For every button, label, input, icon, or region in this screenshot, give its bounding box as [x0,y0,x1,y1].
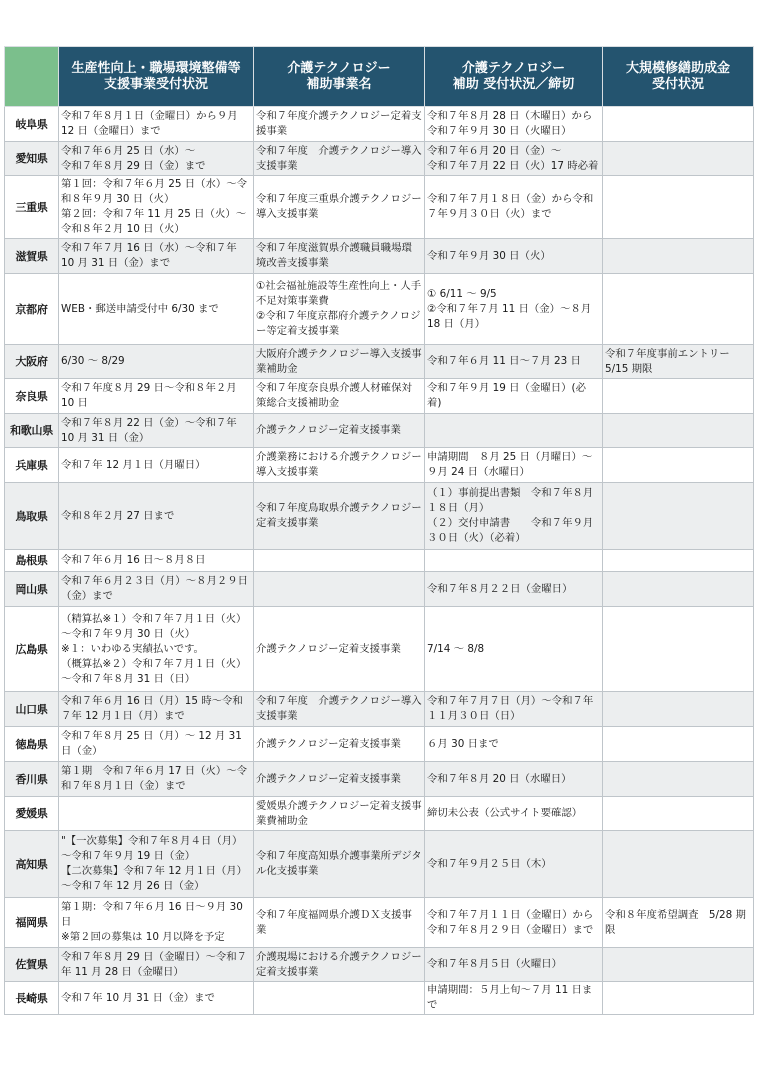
tech-subsidy-name-cell: 介護テクノロジー定着支援事業 [254,727,425,762]
prefecture-cell: 長崎県 [5,982,59,1015]
renovation-grant-cell [603,414,754,448]
table-row [5,797,754,831]
tech-subsidy-deadline-cell: 令和７年９月２５日（木） [425,831,603,898]
renovation-grant-cell [603,607,754,692]
table-row [5,345,754,379]
prefecture-cell: 岐阜県 [5,107,59,142]
table-row [5,379,754,414]
tech-subsidy-name-cell: 愛媛県介護テクノロジー定着支援事業費補助金 [254,797,425,831]
header-corner [5,47,59,107]
tech-subsidy-name-cell: ①社会福祉施設等生産性向上・人手不足対策事業費 ②令和７年度京都府介護テクノロジー等定着支援事業 [254,274,425,345]
renovation-grant-cell [603,831,754,898]
renovation-grant-cell [603,727,754,762]
table-row [5,831,754,898]
renovation-grant-cell [603,550,754,572]
tech-subsidy-deadline-cell: （１）事前提出書類 令和７年８月１８日（月） （２）交付申請書 令和７年９月３０日（火）（必着） [425,483,603,550]
header-row [5,47,754,107]
renovation-grant-cell [603,692,754,727]
prefecture-cell: 三重県 [5,176,59,239]
tech-subsidy-deadline-cell: 令和７年９月 30 日（火） [425,239,603,274]
tech-subsidy-name-cell: 大阪府介護テクノロジー導入支援事業補助金 [254,345,425,379]
table-row [5,607,754,692]
prefecture-cell: 滋賀県 [5,239,59,274]
table-row [5,448,754,483]
table-row [5,550,754,572]
tech-subsidy-deadline-cell: 令和７年７月１８日（金）から令和７年９月３０日（火）まで [425,176,603,239]
renovation-grant-cell: 令和８年度希望調査 5/28 期限 [603,898,754,948]
tech-subsidy-deadline-cell: ① 6/11 ～ 9/5 ②令和７年７月 11 日（金）～８月 18 日（月） [425,274,603,345]
subsidy-status-table [4,46,754,1015]
productivity-support-cell: 令和７年８月１日（金曜日）から９月 12 日（金曜日）まで [59,107,254,142]
productivity-support-cell [59,797,254,831]
productivity-support-cell: 令和７年６月 16 日（月）15 時～令和７年 12 月１日（月）まで [59,692,254,727]
tech-subsidy-name-cell: 介護業務における介護テクノロジー導入支援事業 [254,448,425,483]
tech-subsidy-deadline-cell: 令和７年６月 11 日～７月 23 日 [425,345,603,379]
table-row [5,483,754,550]
productivity-support-cell: 令和７年６月 16 日～８月８日 [59,550,254,572]
prefecture-cell: 愛知県 [5,142,59,176]
productivity-support-cell: 第１回：令和７年６月 25 日（水）～令和８年９月 30 日（火） 第２回：令和７年 11 月 25 日（火）～令和８年２月 10 日（火） [59,176,254,239]
productivity-support-cell: WEB・郵送申請受付中 6/30 まで [59,274,254,345]
tech-subsidy-deadline-cell [425,414,603,448]
productivity-support-cell: 令和７年８月 22 日（金）～令和７年 10 月 31 日（金） [59,414,254,448]
tech-subsidy-name-cell: 令和７年度福岡県介護ＤＸ支援事業 [254,898,425,948]
renovation-grant-cell [603,982,754,1015]
productivity-support-cell: 令和７年６月２３日（月）～８月２９日（金）まで [59,572,254,607]
tech-subsidy-deadline-cell: 令和７年７月７日（月）～令和７年１１月３０日（日） [425,692,603,727]
tech-subsidy-deadline-cell: 令和７年８月 28 日（木曜日）から令和７年９月 30 日（火曜日） [425,107,603,142]
renovation-grant-cell [603,176,754,239]
prefecture-cell: 愛媛県 [5,797,59,831]
table-row [5,727,754,762]
tech-subsidy-name-cell [254,550,425,572]
prefecture-cell: 徳島県 [5,727,59,762]
tech-subsidy-deadline-cell: 令和７年８月５日（火曜日） [425,948,603,982]
prefecture-cell: 佐賀県 [5,948,59,982]
tech-subsidy-name-cell: 令和７年度滋賀県介護職員職場環境改善支援事業 [254,239,425,274]
productivity-support-cell: 令和７年度８月 29 日～令和８年２月 10 日 [59,379,254,414]
header-tech-subsidy-name: 介護テクノロジー 補助事業名 [254,47,425,107]
table-row [5,176,754,239]
table-row [5,414,754,448]
productivity-support-cell: 第１期：令和７年６月 16 日～９月 30 日 ※第２回の募集は 10 月以降を予定 [59,898,254,948]
tech-subsidy-deadline-cell: 7/14 ～ 8/8 [425,607,603,692]
header-renovation-grant: 大規模修繕助成金 受付状況 [603,47,754,107]
prefecture-cell: 島根県 [5,550,59,572]
tech-subsidy-name-cell: 令和７年度高知県介護事業所デジタル化支援事業 [254,831,425,898]
tech-subsidy-deadline-cell: 申請期間：５月上旬～７月 11 日まで [425,982,603,1015]
renovation-grant-cell [603,107,754,142]
tech-subsidy-name-cell: 令和７年度奈良県介護人材確保対策総合支援補助金 [254,379,425,414]
renovation-grant-cell [603,762,754,797]
productivity-support-cell: 令和７年７月 16 日（水）～令和７年 10 月 31 日（金）まで [59,239,254,274]
table-row [5,274,754,345]
prefecture-cell: 広島県 [5,607,59,692]
productivity-support-cell: 第１期 令和７年６月 17 日（火）～令和７年８月１日（金）まで [59,762,254,797]
renovation-grant-cell [603,142,754,176]
table-row [5,982,754,1015]
renovation-grant-cell [603,797,754,831]
tech-subsidy-deadline-cell: 締切未公表（公式サイト要確認） [425,797,603,831]
renovation-grant-cell [603,379,754,414]
tech-subsidy-name-cell: 介護現場における介護テクノロジー定着支援事業 [254,948,425,982]
tech-subsidy-deadline-cell: 令和７年６月 20 日（金）～ 令和７年７月 22 日（火）17 時必着 [425,142,603,176]
renovation-grant-cell [603,448,754,483]
productivity-support-cell: 令和８年２月 27 日まで [59,483,254,550]
table-row [5,239,754,274]
header-productivity-support: 生産性向上・職場環境整備等 支援事業受付状況 [59,47,254,107]
renovation-grant-cell [603,948,754,982]
productivity-support-cell: 令和７年 10 月 31 日（金）まで [59,982,254,1015]
header-tech-subsidy-deadline: 介護テクノロジー 補助 受付状況／締切 [425,47,603,107]
table-row [5,898,754,948]
table-row [5,107,754,142]
renovation-grant-cell [603,483,754,550]
prefecture-cell: 和歌山県 [5,414,59,448]
renovation-grant-cell: 令和７年度事前エントリー 5/15 期限 [603,345,754,379]
tech-subsidy-name-cell: 介護テクノロジー定着支援事業 [254,762,425,797]
table-row [5,692,754,727]
tech-subsidy-name-cell [254,572,425,607]
prefecture-cell: 大阪府 [5,345,59,379]
renovation-grant-cell [603,239,754,274]
productivity-support-cell: 令和７年６月 25 日（水）～ 令和７年８月 29 日（金）まで [59,142,254,176]
prefecture-cell: 高知県 [5,831,59,898]
prefecture-cell: 鳥取県 [5,483,59,550]
prefecture-cell: 香川県 [5,762,59,797]
productivity-support-cell: 令和７年８月 29 日（金曜日）～令和７年 11 月 28 日（金曜日） [59,948,254,982]
table-row [5,762,754,797]
tech-subsidy-name-cell: 令和７年度介護テクノロジー定着支援事業 [254,107,425,142]
tech-subsidy-name-cell: 令和７年度 介護テクノロジー導入支援事業 [254,142,425,176]
tech-subsidy-deadline-cell: 令和７年８月２２日（金曜日） [425,572,603,607]
tech-subsidy-deadline-cell: 令和７年８月 20 日（水曜日） [425,762,603,797]
tech-subsidy-name-cell: 令和７年度三重県介護テクノロジー導入支援事業 [254,176,425,239]
tech-subsidy-deadline-cell: ６月 30 日まで [425,727,603,762]
tech-subsidy-deadline-cell: 令和７年７月１１日（金曜日）から令和７年８月２９日（金曜日）まで [425,898,603,948]
tech-subsidy-name-cell: 介護テクノロジー定着支援事業 [254,607,425,692]
table-row [5,142,754,176]
prefecture-cell: 岡山県 [5,572,59,607]
renovation-grant-cell [603,274,754,345]
tech-subsidy-name-cell: 令和７年度 介護テクノロジー導入支援事業 [254,692,425,727]
tech-subsidy-deadline-cell: 申請期間 ８月 25 日（月曜日）～９月 24 日（水曜日） [425,448,603,483]
productivity-support-cell: "【一次募集】令和７年８月４日（月）～令和７年９月 19 日（金） 【二次募集】令和７年 12 月１日（月）～令和７年 12 月 26 日（金） [59,831,254,898]
prefecture-cell: 福岡県 [5,898,59,948]
tech-subsidy-name-cell: 令和７年度鳥取県介護テクノロジー定着支援事業 [254,483,425,550]
prefecture-cell: 京都府 [5,274,59,345]
prefecture-cell: 奈良県 [5,379,59,414]
tech-subsidy-deadline-cell: 令和７年９月 19 日（金曜日）(必着) [425,379,603,414]
productivity-support-cell: （精算払※１）令和７年７月１日（火）～令和７年９月 30 日（火） ※１：いわゆる実績払いです。 （概算払※２）令和７年７月１日（火）～令和７年８月 31 日（日） [59,607,254,692]
productivity-support-cell: 6/30 ～ 8/29 [59,345,254,379]
tech-subsidy-deadline-cell [425,550,603,572]
table-row [5,572,754,607]
prefecture-cell: 山口県 [5,692,59,727]
table-row [5,948,754,982]
renovation-grant-cell [603,572,754,607]
productivity-support-cell: 令和７年８月 25 日（月）～ 12 月 31 日（金） [59,727,254,762]
prefecture-cell: 兵庫県 [5,448,59,483]
tech-subsidy-name-cell: 介護テクノロジー定着支援事業 [254,414,425,448]
productivity-support-cell: 令和７年 12 月１日（月曜日） [59,448,254,483]
tech-subsidy-name-cell [254,982,425,1015]
